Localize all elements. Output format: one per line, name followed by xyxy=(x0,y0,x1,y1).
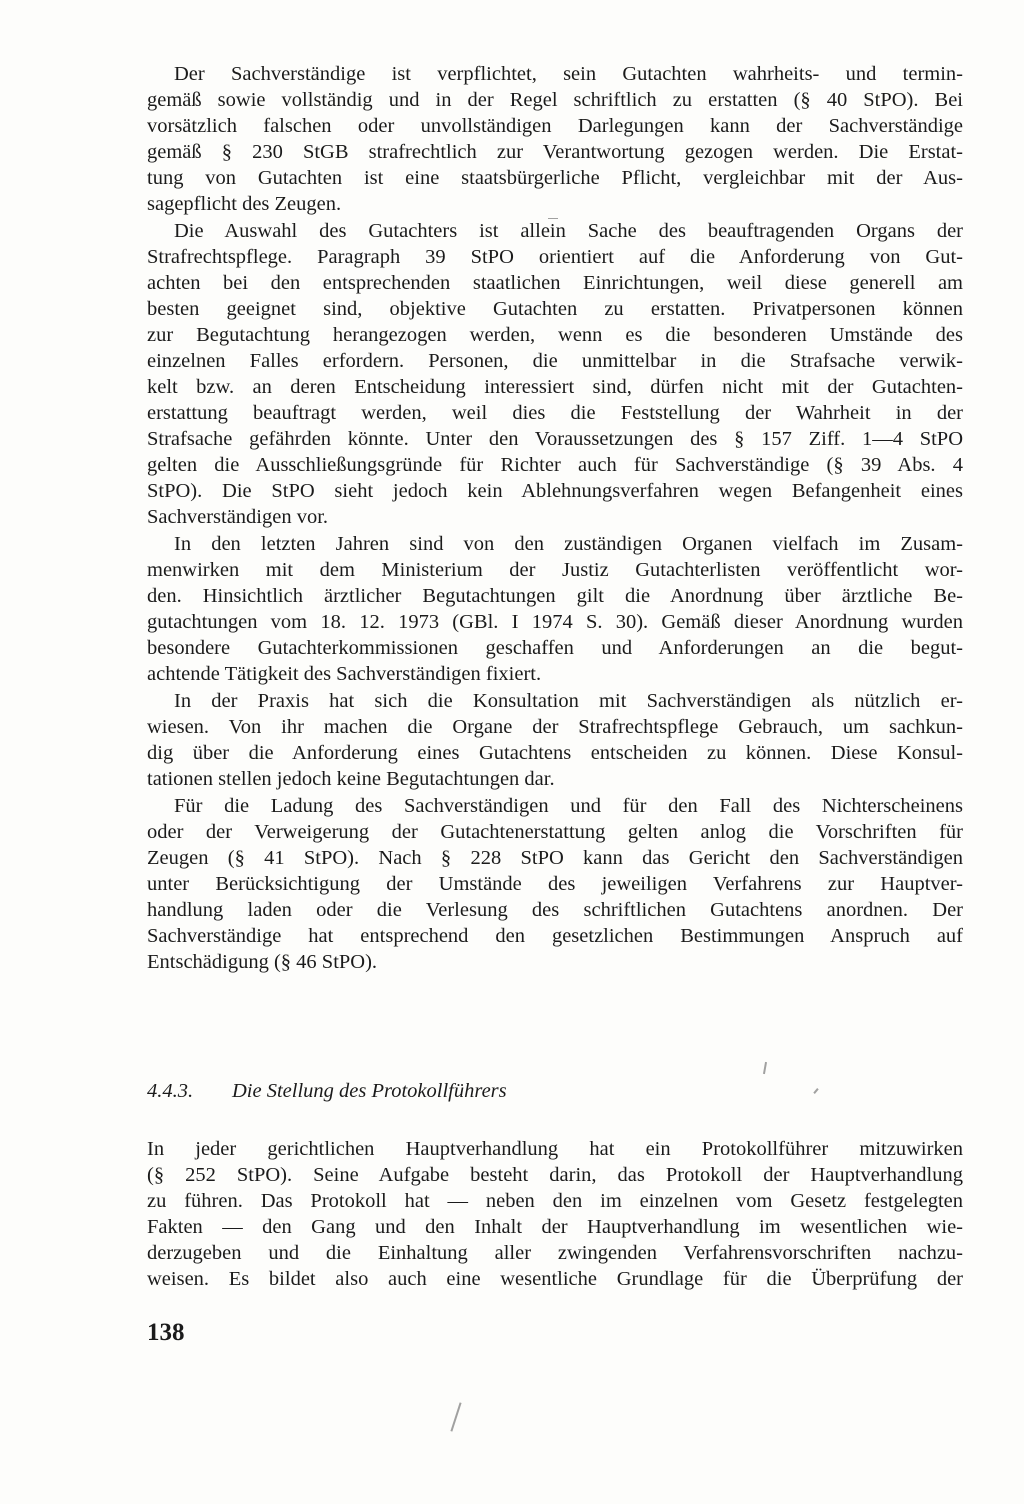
text-line: kelt bzw. an deren Entscheidung interessiert sind, dürfen nicht mit der Gutachten- xyxy=(147,376,963,398)
text-line: gelten die Ausschließungsgründe für Richter auch für Sachverständige (§ 39 Abs. 4 xyxy=(147,454,963,476)
text-line: Für die Ladung des Sachverständigen und für den Fall des Nichterscheinens xyxy=(174,795,963,817)
text-line: besten geeignet sind, objektive Gutachten zu erstatten. Privatpersonen können xyxy=(147,298,963,320)
text-line: In jeder gerichtlichen Hauptverhandlung hat ein Protokollführer mitzuwirken xyxy=(147,1138,963,1160)
scan-mark xyxy=(548,218,558,219)
section-number: 4.4.3. xyxy=(147,1080,194,1102)
text-line: einzelnen Falles erfordern. Personen, die unmittelbar in die Strafsache verwik- xyxy=(147,350,963,372)
text-line: Strafrechtspflege. Paragraph 39 StPO orientiert auf die Anforderung von Gut- xyxy=(147,246,963,268)
scan-mark xyxy=(763,1062,767,1074)
text-line: tationen stellen jedoch keine Begutachtungen dar. xyxy=(147,768,555,790)
text-line: unter Berücksichtigung der Umstände des jeweiligen Verfahrens zur Hauptver- xyxy=(147,873,963,895)
scan-mark xyxy=(813,1088,818,1094)
text-line: gemäß § 230 StGB strafrechtlich zur Verantwortung gezogen werden. Die Erstat- xyxy=(147,141,963,163)
text-line: derzugeben und die Einhaltung aller zwingenden Verfahrensvorschriften nachzu- xyxy=(147,1242,963,1264)
text-line: wiesen. Von ihr machen die Organe der Strafrechtspflege Gebrauch, um sachkun- xyxy=(147,716,963,738)
text-line: dig über die Anforderung eines Gutachtens entscheiden zu können. Diese Konsul- xyxy=(147,742,963,764)
text-line: gemäß sowie vollständig und in der Regel schriftlich zu erstatten (§ 40 StPO). Bei xyxy=(147,89,963,111)
text-line: sagepflicht des Zeugen. xyxy=(147,193,342,215)
text-line: In der Praxis hat sich die Konsultation mit Sachverständigen als nützlich er- xyxy=(174,690,963,712)
text-line: In den letzten Jahren sind von den zuständigen Organen vielfach im Zusam- xyxy=(174,533,963,555)
text-line: weisen. Es bildet also auch eine wesentliche Grundlage für die Überprüfung der xyxy=(147,1268,963,1290)
text-line: vorsätzlich falschen oder unvollständigen Darlegungen kann der Sachverständige xyxy=(147,115,963,137)
text-line: (§ 252 StPO). Seine Aufgabe besteht darin, das Protokoll der Hauptverhandlung xyxy=(147,1164,963,1186)
text-line: gutachtungen vom 18. 12. 1973 (GBl. I 1974 S. 30). Gemäß dieser Anordnung wurden xyxy=(147,611,963,633)
text-line: Strafsache gefährden könnte. Unter den Voraussetzungen des § 157 Ziff. 1—4 StPO xyxy=(147,428,963,450)
text-line: tung von Gutachten ist eine staatsbürgerliche Pflicht, vergleichbar mit der Aus- xyxy=(147,167,963,189)
text-line: zur Begutachtung herangezogen werden, wenn es die besonderen Umstände des xyxy=(147,324,963,346)
text-line: besondere Gutachterkommissionen geschaffen und Anforderungen an die begut- xyxy=(147,637,963,659)
text-line: Die Auswahl des Gutachters ist allein Sache des beauftragenden Organs der xyxy=(174,220,963,242)
text-line: achtende Tätigkeit des Sachverständigen fixiert. xyxy=(147,663,542,685)
text-line: Zeugen (§ 41 StPO). Nach § 228 StPO kann das Gericht den Sachverständigen xyxy=(147,847,963,869)
section-title: Die Stellung des Protokollführers xyxy=(232,1080,507,1102)
text-line: Fakten — den Gang und den Inhalt der Hauptverhandlung im wesentlichen wie- xyxy=(147,1216,963,1238)
text-line: Der Sachverständige ist verpflichtet, sein Gutachten wahrheits- und termin- xyxy=(174,63,963,85)
text-line: Sachverständigen vor. xyxy=(147,506,329,528)
text-line: Entschädigung (§ 46 StPO). xyxy=(147,951,378,973)
text-line: oder der Verweigerung der Gutachtenerstattung gelten anlog die Vorschriften für xyxy=(147,821,963,843)
text-line: StPO). Die StPO sieht jedoch kein Ablehnungsverfahren wegen Befangenheit eines xyxy=(147,480,963,502)
page-number: 138 xyxy=(147,1319,185,1346)
text-line: achten bei den entsprechenden staatlichen Einrichtungen, weil diese generell am xyxy=(147,272,963,294)
text-line: Sachverständige hat entsprechend den gesetzlichen Bestimmungen Anspruch auf xyxy=(147,925,963,947)
text-line: handlung laden oder die Verlesung des schriftlichen Gutachtens anordnen. Der xyxy=(147,899,963,921)
scan-mark xyxy=(450,1402,461,1431)
text-line: zu führen. Das Protokoll hat — neben den im einzelnen vom Gesetz festgelegten xyxy=(147,1190,963,1212)
text-line: menwirken mit dem Ministerium der Justiz Gutachterlisten veröffentlicht wor- xyxy=(147,559,963,581)
text-line: den. Hinsichtlich ärztlicher Begutachtungen gilt die Anordnung über ärztliche Be- xyxy=(147,585,963,607)
text-line: erstattung beauftragt werden, weil dies die Feststellung der Wahrheit in der xyxy=(147,402,963,424)
